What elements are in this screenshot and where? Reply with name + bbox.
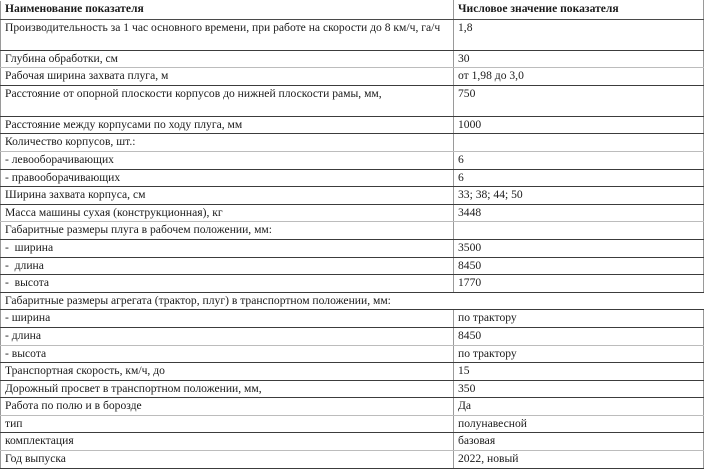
cell-parameter-name: - длина	[1, 257, 454, 275]
cell-parameter-value: 350	[454, 380, 704, 398]
table-row	[1, 134, 704, 152]
table-row	[1, 398, 704, 416]
table-row	[1, 257, 704, 275]
cell-parameter-name: Габаритные размеры агрегата (трактор, плуг) в транспортном положении, мм:	[1, 292, 704, 310]
column-header-value: Числовое значение показателя	[454, 1, 704, 20]
table-row	[1, 239, 704, 257]
table-row	[1, 19, 704, 50]
cell-parameter-value: 30	[454, 50, 704, 68]
table-row	[1, 50, 704, 68]
table-row	[1, 68, 704, 86]
table-row	[1, 222, 704, 240]
cell-parameter-name: Глубина обработки, см	[1, 50, 454, 68]
table-row	[1, 310, 704, 328]
cell-parameter-name: Количество корпусов, шт.:	[1, 134, 454, 152]
cell-parameter-name: Работа по полю и в борозде	[1, 398, 454, 416]
table-row	[1, 204, 704, 222]
cell-parameter-value: 3448	[454, 204, 704, 222]
table-row	[1, 85, 704, 116]
cell-parameter-name: - ширина	[1, 239, 454, 257]
table-row	[1, 363, 704, 381]
cell-parameter-name: Дорожный просвет в транспортном положении, мм,	[1, 380, 454, 398]
table-row	[1, 169, 704, 187]
cell-parameter-value: 33; 38; 44; 50	[454, 187, 704, 205]
table-body	[1, 19, 704, 468]
cell-parameter-name: Ширина захвата корпуса, см	[1, 187, 454, 205]
cell-parameter-value: 8450	[454, 257, 704, 275]
table-header	[1, 1, 704, 20]
cell-parameter-value	[454, 134, 704, 152]
cell-parameter-name: - правооборачивающих	[1, 169, 454, 187]
cell-parameter-name: - ширина	[1, 310, 454, 328]
table-row	[1, 151, 704, 169]
table-row	[1, 345, 704, 363]
cell-parameter-value: полунавесной	[454, 415, 704, 433]
cell-parameter-value: по трактору	[454, 345, 704, 363]
table-header-row	[1, 1, 704, 20]
cell-parameter-value: 1,8	[454, 19, 704, 50]
cell-parameter-name: комплектация	[1, 433, 454, 451]
cell-parameter-value: 15	[454, 363, 704, 381]
cell-parameter-value: по трактору	[454, 310, 704, 328]
cell-parameter-name: Расстояние от опорной плоскости корпусов до нижней плоскости рамы, мм,	[1, 85, 454, 116]
table-row	[1, 380, 704, 398]
cell-parameter-name: Год выпуска	[1, 451, 454, 469]
cell-parameter-name: Масса машины сухая (конструкционная), кг	[1, 204, 454, 222]
table-row	[1, 415, 704, 433]
cell-parameter-name: - левооборачивающих	[1, 151, 454, 169]
cell-parameter-name: - длина	[1, 327, 454, 345]
cell-parameter-value: 2022, новый	[454, 451, 704, 469]
cell-parameter-value: 8450	[454, 327, 704, 345]
cell-parameter-name: Рабочая ширина захвата плуга, м	[1, 68, 454, 86]
column-header-name: Наименование показателя	[1, 1, 454, 20]
cell-parameter-value: Да	[454, 398, 704, 416]
table-row	[1, 275, 704, 293]
cell-parameter-name: - высота	[1, 345, 454, 363]
cell-parameter-name: Транспортная скорость, км/ч, до	[1, 363, 454, 381]
cell-parameter-value: 3500	[454, 239, 704, 257]
cell-parameter-value: 6	[454, 169, 704, 187]
table-row	[1, 327, 704, 345]
table-row	[1, 116, 704, 134]
cell-parameter-value: 1770	[454, 275, 704, 293]
cell-parameter-value: от 1,98 до 3,0	[454, 68, 704, 86]
table-row	[1, 433, 704, 451]
cell-parameter-value: базовая	[454, 433, 704, 451]
cell-parameter-name: тип	[1, 415, 454, 433]
table-row	[1, 187, 704, 205]
cell-parameter-name: Габаритные размеры плуга в рабочем положении, мм:	[1, 222, 454, 240]
cell-parameter-name: Производительность за 1 час основного времени, при работе на скорости до 8 км/ч, га/ч	[1, 19, 454, 50]
table-row	[1, 292, 704, 310]
cell-parameter-value: 6	[454, 151, 704, 169]
cell-parameter-name: Расстояние между корпусами по ходу плуга, мм	[1, 116, 454, 134]
cell-parameter-value: 750	[454, 85, 704, 116]
cell-parameter-value	[454, 222, 704, 240]
table-row	[1, 451, 704, 469]
cell-parameter-name: - высота	[1, 275, 454, 293]
cell-parameter-value: 1000	[454, 116, 704, 134]
